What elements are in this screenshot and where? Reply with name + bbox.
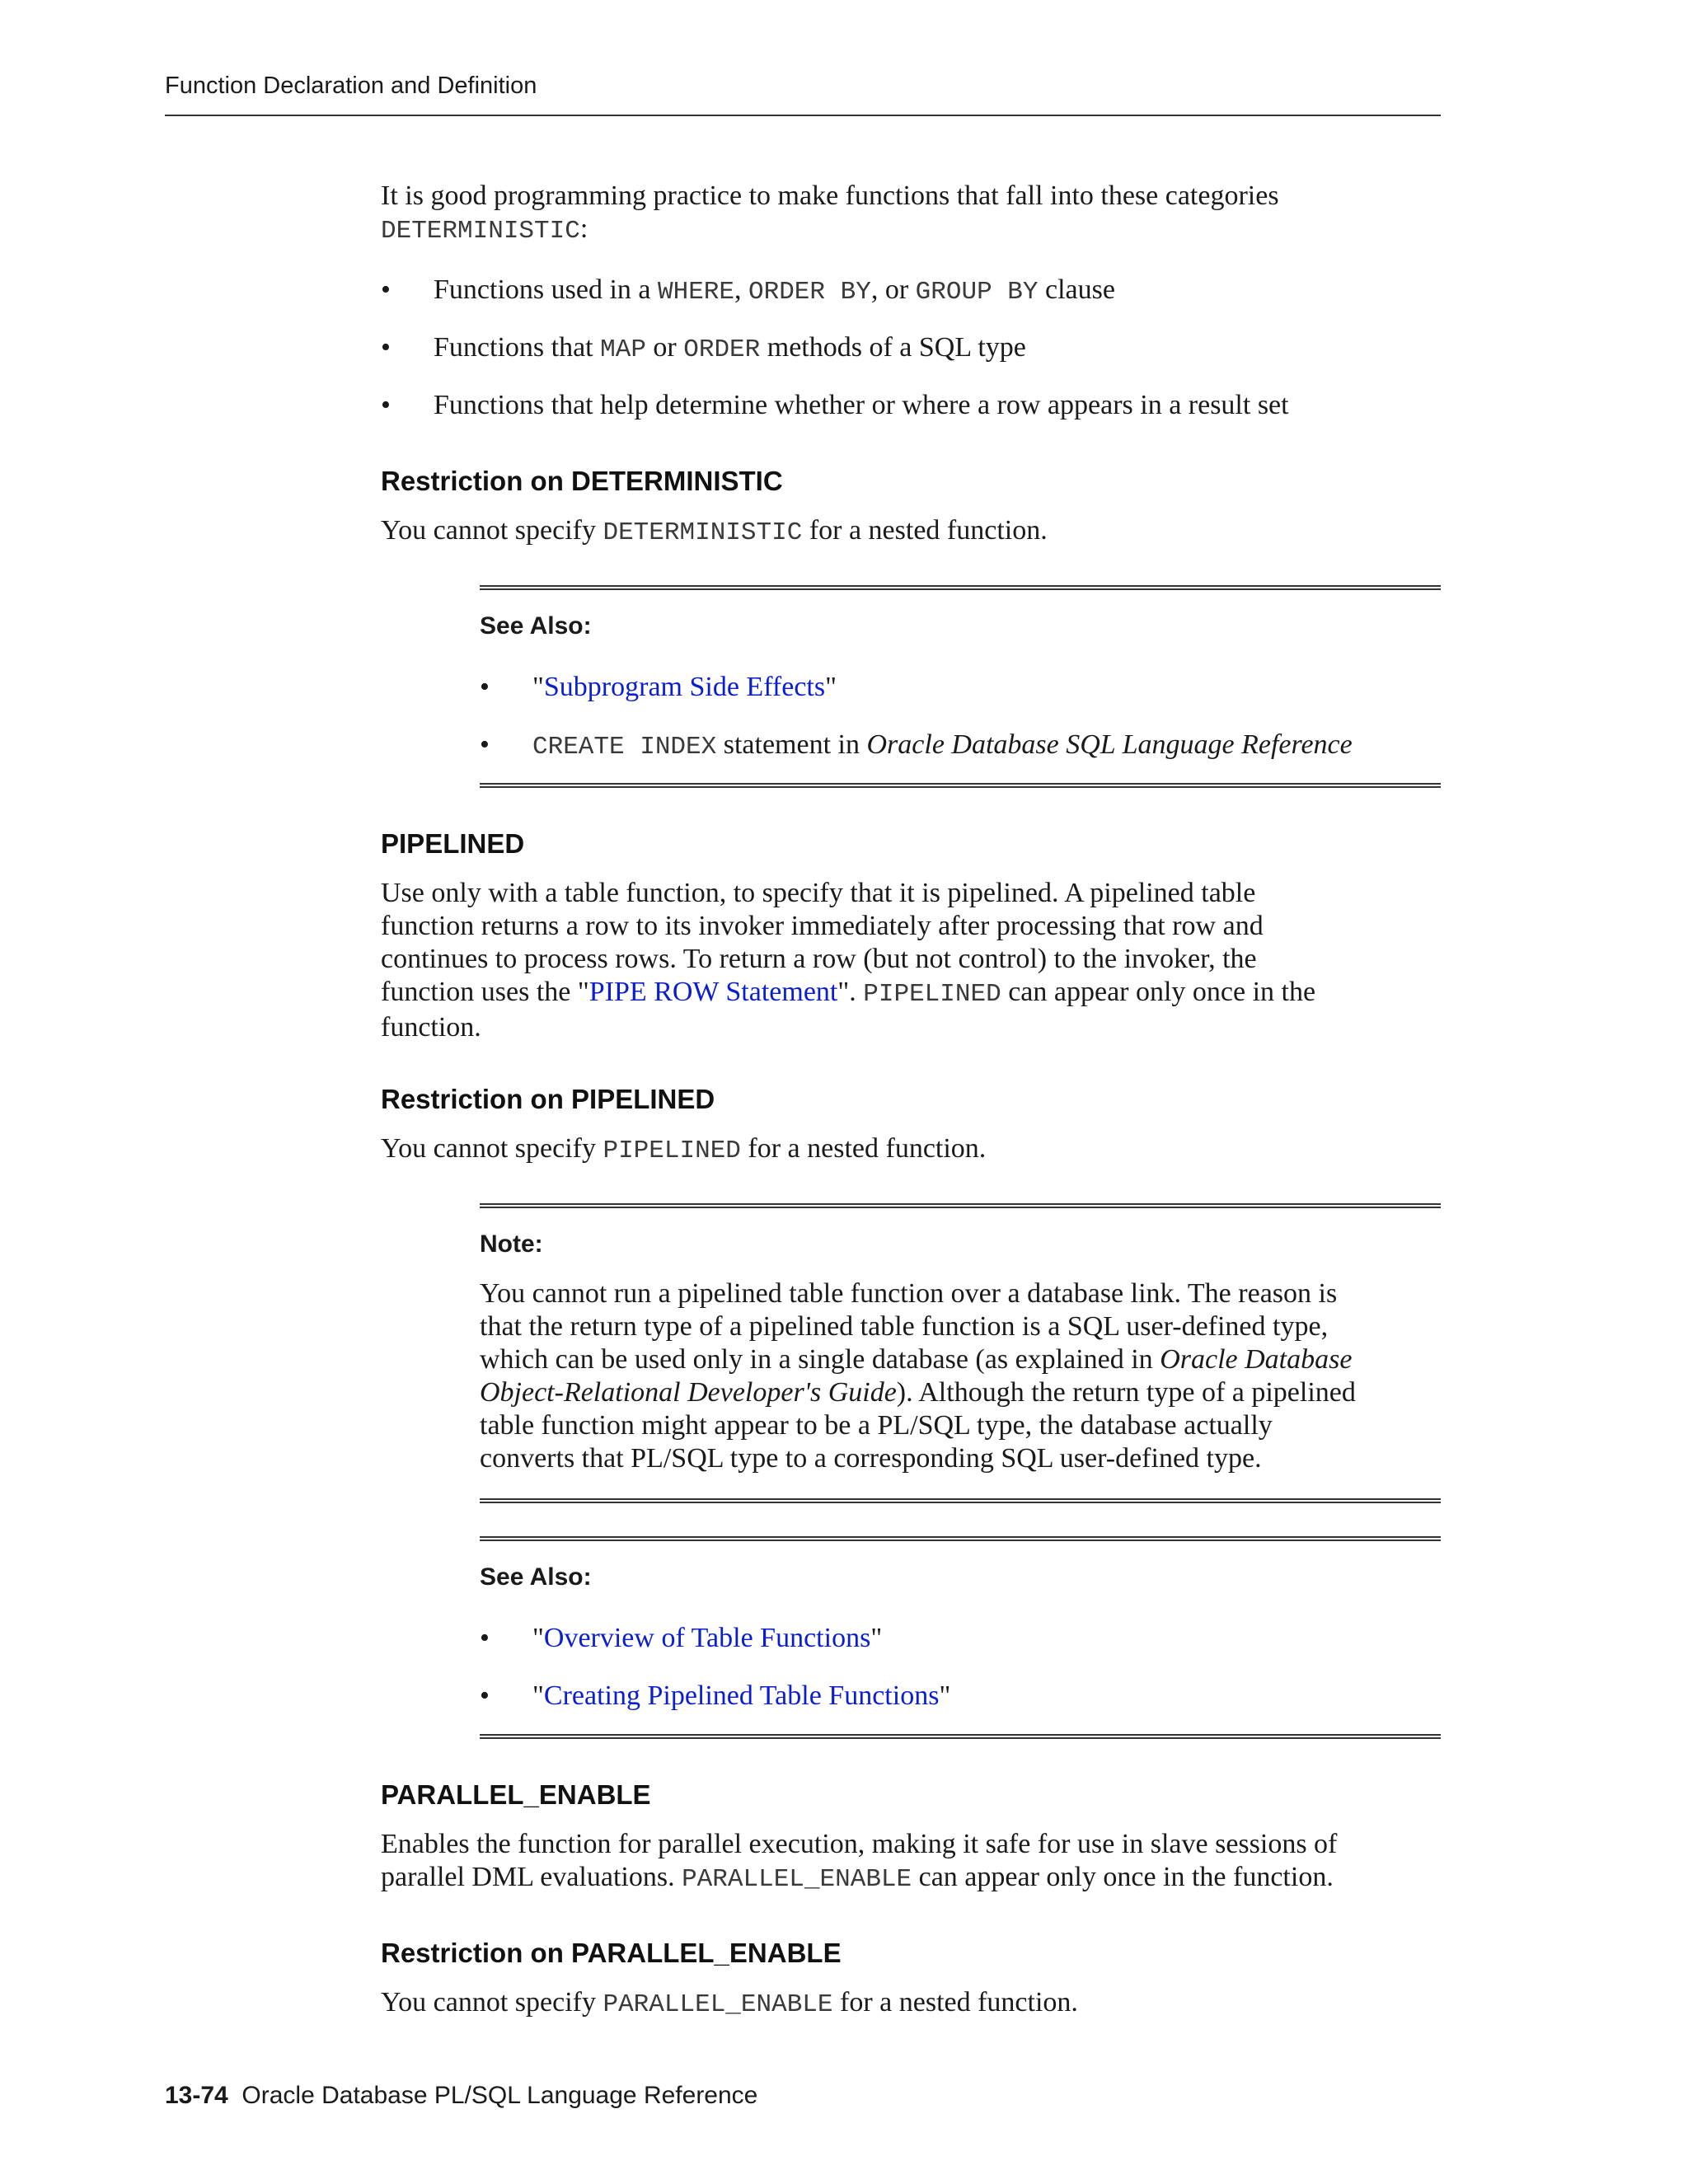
bullet-icon: • bbox=[381, 332, 391, 363]
text: You cannot specify bbox=[381, 1133, 603, 1164]
see-also-box-1 bbox=[480, 585, 1441, 788]
list-item bbox=[381, 331, 1444, 389]
restriction-pipelined-section bbox=[381, 1083, 1444, 1168]
text-line: function returns a row to its invoker immediately after processing that row and bbox=[381, 911, 1264, 941]
code-order: ORDER bbox=[683, 335, 761, 364]
book-title: Oracle Database PL/SQL Language Reference bbox=[241, 2082, 758, 2109]
code-pipelined: PIPELINED bbox=[863, 980, 1001, 1009]
text: for a nested function. bbox=[832, 1987, 1078, 2018]
list-item bbox=[480, 729, 1441, 764]
bullet-text: Functions that help determine whether or where a row appears in a result set bbox=[434, 390, 1289, 420]
bullet-text: , bbox=[734, 274, 748, 305]
note-title: Note: bbox=[480, 1230, 543, 1258]
bullet-text: or bbox=[645, 332, 684, 363]
restriction-text bbox=[381, 1132, 1444, 1168]
bullet-text: Functions that bbox=[434, 332, 601, 363]
text-line bbox=[381, 976, 1444, 1011]
intro-text: It is good programming practice to make functions that fall into these categories bbox=[381, 180, 1279, 211]
code-pipelined: PIPELINED bbox=[603, 1137, 741, 1165]
text: for a nested function. bbox=[802, 515, 1048, 546]
text: which can be used only in a single database (as explained in bbox=[480, 1344, 1160, 1375]
text: statement in bbox=[716, 729, 867, 760]
list-item bbox=[381, 274, 1444, 331]
restriction-deterministic-section bbox=[381, 465, 1444, 550]
code-map: MAP bbox=[600, 335, 646, 364]
bullet-text: methods of a SQL type bbox=[760, 332, 1026, 363]
deterministic-bullet-list bbox=[381, 274, 1444, 447]
list-item bbox=[480, 671, 1441, 704]
text-line: converts that PL/SQL type to a corresponding SQL user-defined type. bbox=[480, 1443, 1262, 1474]
page-number: 13-74 bbox=[165, 2082, 228, 2109]
list-item bbox=[381, 389, 1444, 447]
section-heading: Restriction on PARALLEL_ENABLE bbox=[381, 1938, 842, 1968]
note-box bbox=[480, 1203, 1441, 1503]
bullet-icon: • bbox=[480, 729, 490, 760]
section-heading: PARALLEL_ENABLE bbox=[381, 1779, 651, 1810]
quote: " bbox=[532, 672, 544, 702]
intro-paragraph bbox=[381, 180, 1444, 248]
restriction-text bbox=[381, 1986, 1444, 2022]
text: ). Although the return type of a pipelined bbox=[896, 1377, 1356, 1408]
bullet-icon: • bbox=[480, 1680, 490, 1711]
text-line: Use only with a table function, to specify that it is pipelined. A pipelined table bbox=[381, 878, 1256, 908]
code-where: WHERE bbox=[657, 278, 734, 307]
bullet-text: , or bbox=[870, 274, 916, 305]
text-line: continues to process rows. To return a row (but not control) to the invoker, the bbox=[381, 944, 1257, 974]
restriction-parallel-section bbox=[381, 1937, 1444, 2022]
text: can appear only once in the function. bbox=[912, 1862, 1334, 1892]
bullet-text: clause bbox=[1038, 274, 1115, 305]
quote: " bbox=[870, 1623, 883, 1653]
text-line: function. bbox=[381, 1012, 481, 1043]
parallel-enable-section bbox=[381, 1779, 1444, 1896]
list-item bbox=[480, 1680, 1441, 1713]
book-reference: Oracle Database SQL Language Reference bbox=[866, 729, 1353, 760]
pipelined-section bbox=[381, 827, 1444, 1044]
pipelined-paragraph bbox=[381, 877, 1444, 1044]
text: function uses the " bbox=[381, 977, 589, 1007]
text-line bbox=[381, 1861, 1444, 1896]
code-deterministic: DETERMINISTIC bbox=[603, 518, 803, 547]
book-reference: Oracle Database bbox=[1160, 1344, 1353, 1375]
section-heading: Restriction on DETERMINISTIC bbox=[381, 466, 783, 496]
running-title: Function Declaration and Definition bbox=[165, 73, 537, 99]
text: You cannot specify bbox=[381, 515, 603, 546]
see-also-title: See Also: bbox=[480, 1563, 592, 1591]
code-create-index: CREATE INDEX bbox=[532, 733, 717, 762]
see-also-box-2 bbox=[480, 1536, 1441, 1739]
text: for a nested function. bbox=[740, 1133, 987, 1164]
bullet-icon: • bbox=[480, 672, 490, 702]
text-line: table function might appear to be a PL/SQL type, the database actually bbox=[480, 1410, 1273, 1441]
intro-colon: : bbox=[579, 213, 588, 244]
text: You cannot specify bbox=[381, 1987, 603, 2018]
text-line bbox=[480, 1343, 1441, 1376]
bullet-icon: • bbox=[381, 274, 391, 305]
link-overview-of-table-functions[interactable]: Overview of Table Functions bbox=[543, 1623, 871, 1653]
text: ". bbox=[837, 977, 864, 1007]
intro-keyword: DETERMINISTIC bbox=[381, 217, 580, 246]
text: can appear only once in the bbox=[1001, 977, 1316, 1007]
code-order-by: ORDER BY bbox=[748, 278, 871, 307]
quote: " bbox=[825, 672, 837, 702]
parallel-enable-paragraph bbox=[381, 1828, 1444, 1896]
page-footer bbox=[165, 2082, 757, 2110]
bullet-icon: • bbox=[480, 1623, 490, 1653]
code-parallel-enable: PARALLEL_ENABLE bbox=[682, 1865, 912, 1894]
restriction-text bbox=[381, 514, 1444, 550]
running-header bbox=[165, 73, 1441, 116]
list-item bbox=[480, 1622, 1441, 1655]
text-line: You cannot run a pipelined table function over a database link. The reason is bbox=[480, 1278, 1338, 1309]
book-reference: Object-Relational Developer's Guide bbox=[480, 1377, 897, 1408]
bullet-text: Functions used in a bbox=[434, 274, 658, 305]
text-line bbox=[480, 1376, 1441, 1409]
text-line: Enables the function for parallel execution, making it safe for use in slave sessions of bbox=[381, 1829, 1338, 1859]
note-body bbox=[480, 1277, 1441, 1475]
code-parallel-enable: PARALLEL_ENABLE bbox=[603, 1990, 833, 2019]
link-pipe-row-statement[interactable]: PIPE ROW Statement bbox=[588, 977, 838, 1007]
quote: " bbox=[532, 1623, 544, 1653]
text: parallel DML evaluations. bbox=[381, 1862, 682, 1892]
bullet-icon: • bbox=[381, 390, 391, 420]
link-subprogram-side-effects[interactable]: Subprogram Side Effects bbox=[543, 672, 826, 702]
text-line: that the return type of a pipelined table function is a SQL user-defined type, bbox=[480, 1311, 1329, 1342]
section-heading: PIPELINED bbox=[381, 828, 525, 859]
code-group-by: GROUP BY bbox=[915, 278, 1039, 307]
link-creating-pipelined-table-functions[interactable]: Creating Pipelined Table Functions bbox=[543, 1680, 940, 1711]
see-also-title: See Also: bbox=[480, 612, 592, 640]
quote: " bbox=[532, 1680, 544, 1711]
section-heading: Restriction on PIPELINED bbox=[381, 1084, 715, 1114]
quote: " bbox=[939, 1680, 951, 1711]
